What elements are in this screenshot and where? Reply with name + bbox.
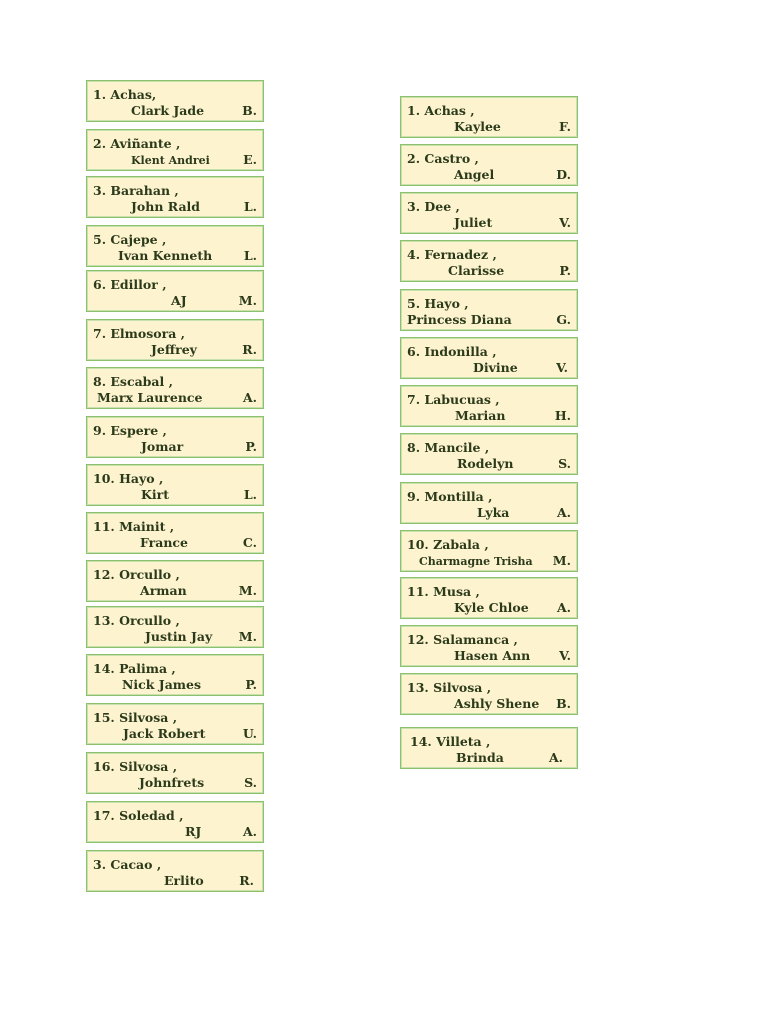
name-card xyxy=(86,416,264,458)
card-middle-initial: M. xyxy=(238,583,257,598)
card-first-name: Marx Laurence xyxy=(97,390,203,405)
card-number-surname: 11. Musa , xyxy=(407,584,480,599)
card-first-name: Kyle Chloe xyxy=(454,600,529,615)
card-middle-initial: H. xyxy=(554,408,571,423)
card-first-name: Angel xyxy=(454,167,495,182)
card-number-surname: 14. Palima , xyxy=(93,661,176,676)
card-middle-initial: L. xyxy=(243,487,257,502)
card-middle-initial: P. xyxy=(245,677,257,692)
card-first-name: Kirt xyxy=(141,487,169,502)
card-number-surname: 5. Hayo , xyxy=(407,296,469,311)
card-number-surname: 13. Silvosa , xyxy=(407,680,492,695)
card-middle-initial: G. xyxy=(556,312,571,327)
card-number-surname: 7. Labucuas , xyxy=(407,392,500,407)
card-number-surname: 17. Soledad , xyxy=(93,808,184,823)
card-first-name: Arman xyxy=(140,583,187,598)
name-card xyxy=(86,560,264,602)
name-card xyxy=(86,270,264,312)
name-card xyxy=(400,144,578,186)
card-first-name: Erlito xyxy=(164,873,204,888)
name-card xyxy=(86,752,264,794)
card-first-name: Johnfrets xyxy=(139,775,205,790)
name-card xyxy=(86,703,264,745)
name-card xyxy=(400,625,578,667)
card-middle-initial: A. xyxy=(556,505,571,520)
card-middle-initial: U. xyxy=(242,726,257,741)
name-card xyxy=(86,319,264,361)
card-middle-initial: A. xyxy=(242,824,257,839)
name-card xyxy=(400,192,578,234)
card-number-surname: 2. Aviñante , xyxy=(93,136,181,151)
card-first-name: France xyxy=(140,535,188,550)
card-number-surname: 6. Edillor , xyxy=(93,277,167,292)
card-first-name: Juliet xyxy=(454,215,493,230)
card-first-name: Ivan Kenneth xyxy=(118,248,213,263)
name-card xyxy=(400,385,578,427)
name-card xyxy=(86,512,264,554)
card-middle-initial: A. xyxy=(556,600,571,615)
card-first-name: Clark Jade xyxy=(131,103,205,118)
name-card xyxy=(86,367,264,409)
name-card xyxy=(400,482,578,524)
card-first-name: Hasen Ann xyxy=(454,648,531,663)
card-number-surname: 12. Salamanca , xyxy=(407,632,518,647)
card-middle-initial: F. xyxy=(559,119,571,134)
card-number-surname: 16. Silvosa , xyxy=(93,759,178,774)
name-card xyxy=(86,850,264,892)
card-middle-initial: M. xyxy=(238,293,257,308)
name-card xyxy=(400,337,578,379)
card-number-surname: 8. Mancile , xyxy=(407,440,490,455)
card-first-name: Jack Robert xyxy=(123,726,206,741)
card-first-name: Princess Diana xyxy=(407,312,512,327)
card-first-name: Klent Andrei xyxy=(131,154,210,167)
card-middle-initial: P. xyxy=(559,263,571,278)
card-number-surname: 7. Elmosora , xyxy=(93,326,186,341)
card-number-surname: 9. Espere , xyxy=(93,423,167,438)
card-middle-initial: C. xyxy=(242,535,257,550)
name-card xyxy=(400,673,578,715)
card-number-surname: 4. Fernadez , xyxy=(407,247,497,262)
card-number-surname: 1. Achas, xyxy=(93,87,157,102)
name-card xyxy=(86,129,264,171)
card-number-surname: 13. Orcullo , xyxy=(93,613,180,628)
card-number-surname: 11. Mainit , xyxy=(93,519,175,534)
card-middle-initial: V. xyxy=(559,648,571,663)
card-middle-initial: B. xyxy=(242,103,257,118)
card-middle-initial: R. xyxy=(239,873,254,888)
card-first-name: Ashly Shene xyxy=(454,696,540,711)
card-first-name: RJ xyxy=(185,824,202,839)
name-card xyxy=(86,801,264,843)
card-number-surname: 12. Orcullo , xyxy=(93,567,180,582)
card-middle-initial: S. xyxy=(558,456,571,471)
card-first-name: Jomar xyxy=(141,439,184,454)
name-card xyxy=(86,654,264,696)
card-middle-initial: L. xyxy=(243,199,257,214)
card-number-surname: 10. Zabala , xyxy=(407,537,489,552)
card-number-surname: 5. Cajepe , xyxy=(93,232,167,247)
card-first-name: Rodelyn xyxy=(457,456,514,471)
card-number-surname: 9. Montilla , xyxy=(407,489,493,504)
card-middle-initial: R. xyxy=(242,342,257,357)
card-number-surname: 10. Hayo , xyxy=(93,471,164,486)
card-first-name: Clarisse xyxy=(448,263,505,278)
card-number-surname: 3. Cacao , xyxy=(93,857,162,872)
card-middle-initial: L. xyxy=(243,248,257,263)
card-first-name: Nick James xyxy=(122,677,202,692)
name-card xyxy=(400,433,578,475)
card-first-name: Marian xyxy=(455,408,506,423)
card-number-surname: 14. Villeta , xyxy=(410,734,491,749)
card-number-surname: 1. Achas , xyxy=(407,103,475,118)
card-first-name: Divine xyxy=(473,360,518,375)
card-middle-initial: V. xyxy=(559,215,571,230)
card-first-name: Kaylee xyxy=(454,119,501,134)
card-middle-initial: M. xyxy=(238,629,257,644)
card-first-name: Brinda xyxy=(456,750,504,765)
card-middle-initial: P. xyxy=(245,439,257,454)
name-card xyxy=(400,530,578,572)
card-first-name: Lyka xyxy=(477,505,510,520)
name-card xyxy=(86,176,264,218)
card-number-surname: 8. Escabal , xyxy=(93,374,173,389)
card-number-surname: 2. Castro , xyxy=(407,151,479,166)
card-middle-initial: A. xyxy=(242,390,257,405)
name-card xyxy=(400,289,578,331)
card-first-name: AJ xyxy=(171,293,187,308)
name-card xyxy=(400,577,578,619)
card-middle-initial: E. xyxy=(243,152,257,167)
name-card xyxy=(400,727,578,769)
card-middle-initial: S. xyxy=(244,775,257,790)
name-card xyxy=(86,80,264,122)
card-first-name: Jeffrey xyxy=(151,342,197,357)
name-card xyxy=(400,96,578,138)
card-middle-initial: D. xyxy=(556,167,571,182)
name-card xyxy=(86,606,264,648)
card-middle-initial: M. xyxy=(552,553,571,568)
card-first-name: Charmagne Trisha xyxy=(419,555,533,568)
card-first-name: Justin Jay xyxy=(145,629,213,644)
name-card xyxy=(400,240,578,282)
card-number-surname: 6. Indonilla , xyxy=(407,344,497,359)
card-number-surname: 3. Barahan , xyxy=(93,183,179,198)
card-middle-initial: V. xyxy=(556,360,568,375)
card-middle-initial: B. xyxy=(556,696,571,711)
card-first-name: John Rald xyxy=(131,199,201,214)
card-number-surname: 3. Dee , xyxy=(407,199,460,214)
name-card xyxy=(86,225,264,267)
name-card xyxy=(86,464,264,506)
card-middle-initial: A. xyxy=(548,750,563,765)
card-number-surname: 15. Silvosa , xyxy=(93,710,178,725)
